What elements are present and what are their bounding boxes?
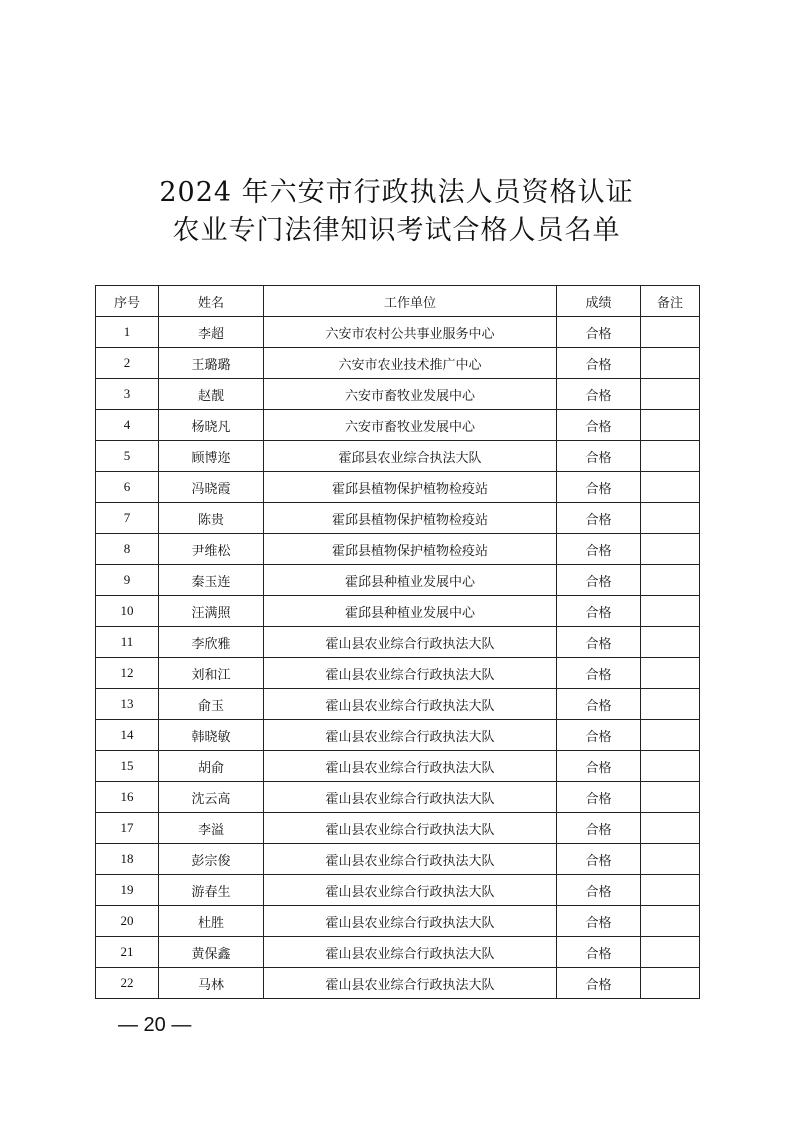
cell-result: 合格 <box>557 906 641 937</box>
cell-result: 合格 <box>557 782 641 813</box>
cell-remarks <box>641 534 700 565</box>
cell-remarks <box>641 317 700 348</box>
cell-work-unit: 霍山县农业综合行政执法大队 <box>264 751 557 782</box>
cell-work-unit: 霍邱县植物保护植物检疫站 <box>264 534 557 565</box>
cell-result: 合格 <box>557 813 641 844</box>
table-row <box>96 751 700 782</box>
table-row <box>96 627 700 658</box>
cell-person-name: 韩晓敏 <box>159 720 264 751</box>
cell-serial-number: 15 <box>96 751 159 782</box>
table-row <box>96 937 700 968</box>
table-row <box>96 441 700 472</box>
cell-person-name: 刘和江 <box>159 658 264 689</box>
cell-remarks <box>641 472 700 503</box>
cell-person-name: 彭宗俊 <box>159 844 264 875</box>
cell-remarks <box>641 379 700 410</box>
cell-work-unit: 霍邱县植物保护植物检疫站 <box>264 472 557 503</box>
cell-work-unit: 霍邱县种植业发展中心 <box>264 565 557 596</box>
cell-person-name: 胡俞 <box>159 751 264 782</box>
cell-result: 合格 <box>557 348 641 379</box>
cell-serial-number: 6 <box>96 472 159 503</box>
cell-result: 合格 <box>557 472 641 503</box>
cell-work-unit: 霍山县农业综合行政执法大队 <box>264 720 557 751</box>
cell-result: 合格 <box>557 875 641 906</box>
cell-serial-number: 9 <box>96 565 159 596</box>
document-title-line-1: 2024 年六安市行政执法人员资格认证 <box>159 177 634 208</box>
cell-work-unit: 霍山县农业综合行政执法大队 <box>264 844 557 875</box>
table-row <box>96 596 700 627</box>
cell-work-unit: 霍山县农业综合行政执法大队 <box>264 937 557 968</box>
cell-result: 合格 <box>557 844 641 875</box>
cell-work-unit: 六安市农村公共事业服务中心 <box>264 317 557 348</box>
table-row <box>96 875 700 906</box>
header-name: 姓名 <box>159 286 264 317</box>
table-row <box>96 472 700 503</box>
cell-result: 合格 <box>557 565 641 596</box>
cell-serial-number: 20 <box>96 906 159 937</box>
page-number: — 20 — <box>118 1014 192 1036</box>
cell-serial-number: 2 <box>96 348 159 379</box>
table-row <box>96 534 700 565</box>
cell-serial-number: 13 <box>96 689 159 720</box>
cell-serial-number: 17 <box>96 813 159 844</box>
cell-result: 合格 <box>557 534 641 565</box>
cell-result: 合格 <box>557 317 641 348</box>
cell-remarks <box>641 844 700 875</box>
cell-work-unit: 霍邱县植物保护植物检疫站 <box>264 503 557 534</box>
cell-remarks <box>641 782 700 813</box>
cell-serial-number: 12 <box>96 658 159 689</box>
cell-result: 合格 <box>557 596 641 627</box>
table-row <box>96 503 700 534</box>
cell-person-name: 李超 <box>159 317 264 348</box>
table-row <box>96 782 700 813</box>
cell-work-unit: 霍邱县农业综合执法大队 <box>264 441 557 472</box>
cell-result: 合格 <box>557 658 641 689</box>
cell-serial-number: 1 <box>96 317 159 348</box>
cell-work-unit: 霍山县农业综合行政执法大队 <box>264 813 557 844</box>
cell-work-unit: 六安市农业技术推广中心 <box>264 348 557 379</box>
table-row <box>96 379 700 410</box>
cell-result: 合格 <box>557 379 641 410</box>
cell-remarks <box>641 689 700 720</box>
cell-work-unit: 霍山县农业综合行政执法大队 <box>264 875 557 906</box>
cell-person-name: 俞玉 <box>159 689 264 720</box>
cell-serial-number: 14 <box>96 720 159 751</box>
cell-work-unit: 霍山县农业综合行政执法大队 <box>264 689 557 720</box>
cell-remarks <box>641 596 700 627</box>
header-result: 成绩 <box>557 286 641 317</box>
cell-serial-number: 18 <box>96 844 159 875</box>
cell-result: 合格 <box>557 441 641 472</box>
header-work-unit: 工作单位 <box>264 286 557 317</box>
cell-result: 合格 <box>557 937 641 968</box>
cell-serial-number: 3 <box>96 379 159 410</box>
table-row <box>96 348 700 379</box>
cell-result: 合格 <box>557 410 641 441</box>
cell-person-name: 尹维松 <box>159 534 264 565</box>
table-row <box>96 317 700 348</box>
header-remarks: 备注 <box>641 286 700 317</box>
cell-serial-number: 22 <box>96 968 159 999</box>
cell-remarks <box>641 410 700 441</box>
cell-remarks <box>641 503 700 534</box>
cell-person-name: 李溢 <box>159 813 264 844</box>
cell-person-name: 杨晓凡 <box>159 410 264 441</box>
document-title-line-2: 农业专门法律知识考试合格人员名单 <box>172 215 621 246</box>
cell-remarks <box>641 565 700 596</box>
cell-serial-number: 11 <box>96 627 159 658</box>
table-row <box>96 410 700 441</box>
cell-remarks <box>641 348 700 379</box>
cell-serial-number: 5 <box>96 441 159 472</box>
cell-person-name: 秦玉连 <box>159 565 264 596</box>
cell-remarks <box>641 720 700 751</box>
cell-person-name: 赵靓 <box>159 379 264 410</box>
cell-person-name: 冯晓霞 <box>159 472 264 503</box>
cell-remarks <box>641 906 700 937</box>
cell-serial-number: 10 <box>96 596 159 627</box>
cell-result: 合格 <box>557 689 641 720</box>
cell-work-unit: 霍山县农业综合行政执法大队 <box>264 627 557 658</box>
table-header-row <box>96 286 700 317</box>
cell-serial-number: 16 <box>96 782 159 813</box>
cell-person-name: 陈贵 <box>159 503 264 534</box>
cell-person-name: 沈云高 <box>159 782 264 813</box>
cell-remarks <box>641 751 700 782</box>
header-serial-number: 序号 <box>96 286 159 317</box>
cell-person-name: 汪满照 <box>159 596 264 627</box>
cell-work-unit: 霍山县农业综合行政执法大队 <box>264 658 557 689</box>
table-row <box>96 844 700 875</box>
cell-serial-number: 21 <box>96 937 159 968</box>
cell-work-unit: 六安市畜牧业发展中心 <box>264 379 557 410</box>
table-row <box>96 689 700 720</box>
table-row <box>96 565 700 596</box>
cell-serial-number: 19 <box>96 875 159 906</box>
cell-person-name: 王璐璐 <box>159 348 264 379</box>
cell-person-name: 顾博迩 <box>159 441 264 472</box>
table-row <box>96 906 700 937</box>
cell-work-unit: 霍邱县种植业发展中心 <box>264 596 557 627</box>
cell-serial-number: 4 <box>96 410 159 441</box>
cell-result: 合格 <box>557 751 641 782</box>
cell-remarks <box>641 627 700 658</box>
cell-remarks <box>641 441 700 472</box>
cell-person-name: 黄保鑫 <box>159 937 264 968</box>
cell-person-name: 马林 <box>159 968 264 999</box>
table-row <box>96 968 700 999</box>
cell-remarks <box>641 813 700 844</box>
qualified-personnel-table <box>95 285 700 999</box>
cell-work-unit: 霍山县农业综合行政执法大队 <box>264 782 557 813</box>
cell-remarks <box>641 937 700 968</box>
cell-result: 合格 <box>557 968 641 999</box>
cell-remarks <box>641 875 700 906</box>
cell-work-unit: 六安市畜牧业发展中心 <box>264 410 557 441</box>
cell-person-name: 李欣雅 <box>159 627 264 658</box>
cell-person-name: 游春生 <box>159 875 264 906</box>
table-row <box>96 813 700 844</box>
cell-work-unit: 霍山县农业综合行政执法大队 <box>264 906 557 937</box>
table-row <box>96 658 700 689</box>
cell-result: 合格 <box>557 503 641 534</box>
cell-serial-number: 8 <box>96 534 159 565</box>
cell-work-unit: 霍山县农业综合行政执法大队 <box>264 968 557 999</box>
cell-person-name: 杜胜 <box>159 906 264 937</box>
cell-result: 合格 <box>557 627 641 658</box>
cell-remarks <box>641 658 700 689</box>
table-body <box>96 317 700 999</box>
cell-remarks <box>641 968 700 999</box>
table-row <box>96 720 700 751</box>
cell-result: 合格 <box>557 720 641 751</box>
cell-serial-number: 7 <box>96 503 159 534</box>
